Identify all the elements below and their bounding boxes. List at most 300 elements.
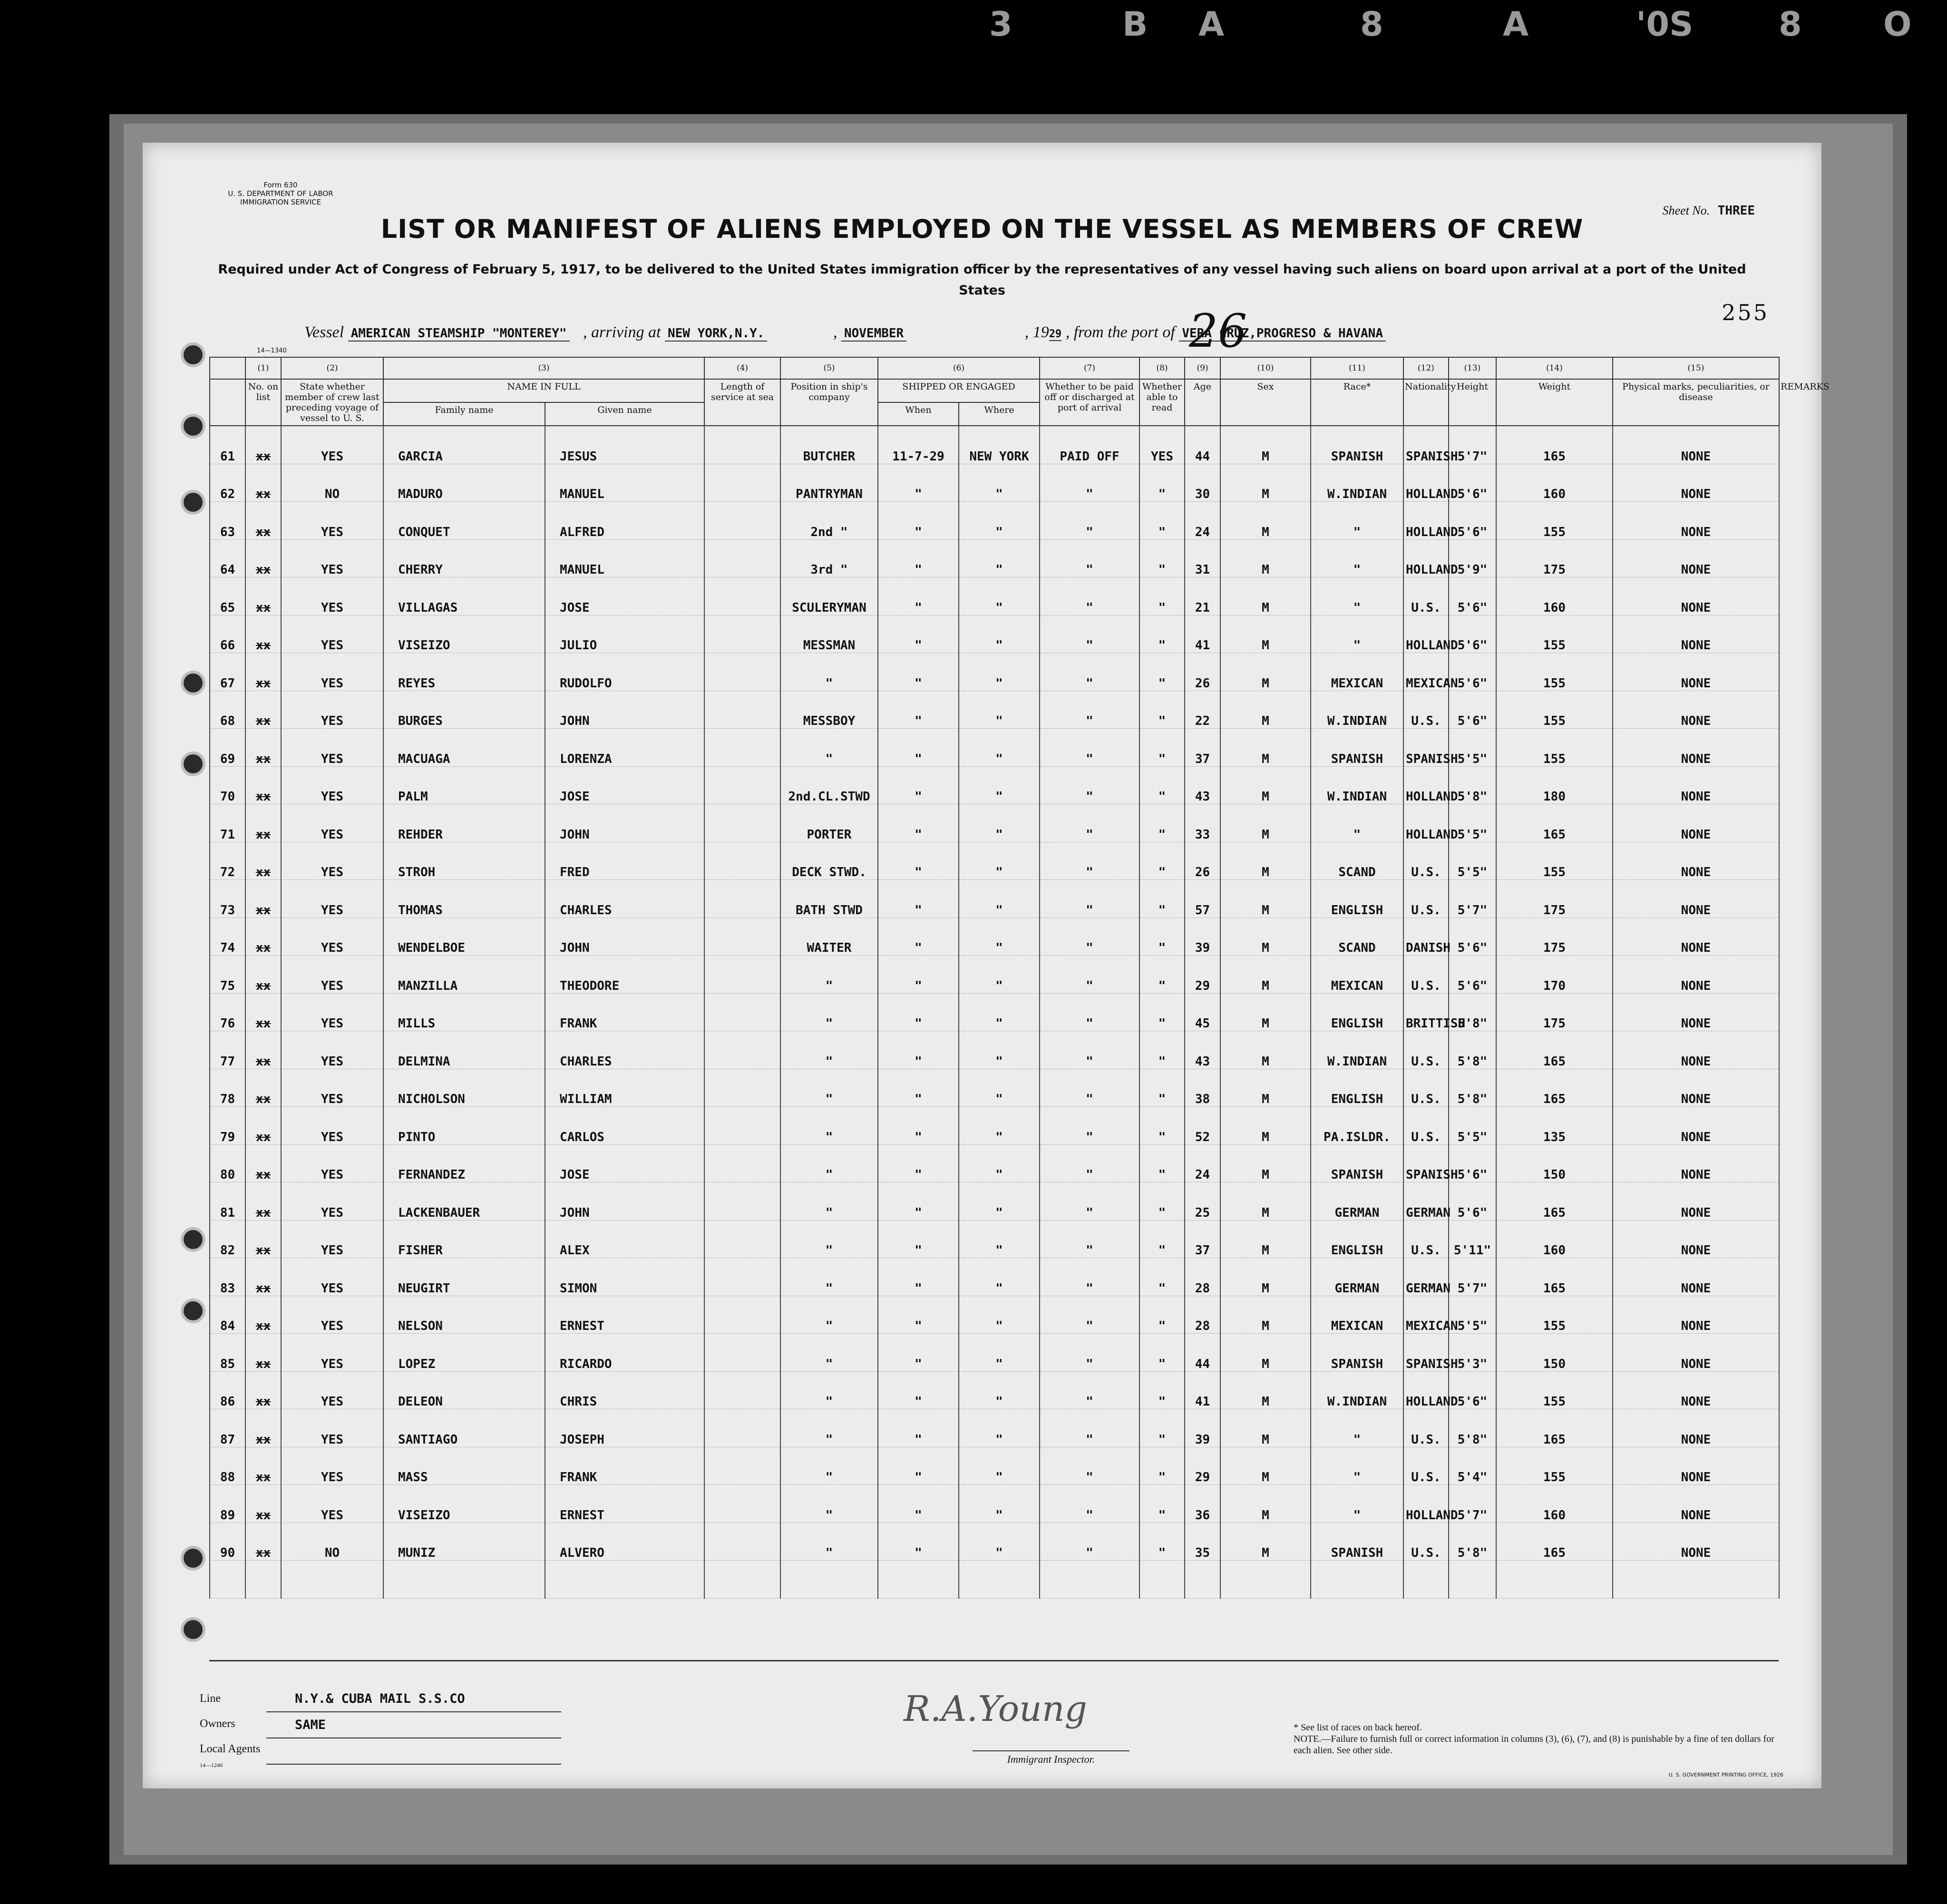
cell-family-name: MACUAGA bbox=[383, 729, 545, 767]
cell-list-number: xx bbox=[245, 1334, 281, 1372]
cell-position: BATH STWD bbox=[780, 880, 878, 918]
cell-shipped-where: " bbox=[959, 1523, 1040, 1561]
cell-able-to-read: " bbox=[1139, 615, 1185, 653]
cell-age: 26 bbox=[1185, 842, 1220, 880]
cell-paid-off: " bbox=[1040, 1107, 1139, 1145]
cell-family-name: STROH bbox=[383, 842, 545, 880]
cell-previous-voyage: YES bbox=[281, 766, 383, 804]
cell-length-of-service bbox=[704, 426, 780, 464]
cell-height: 5'4" bbox=[1449, 1447, 1496, 1485]
cell-sex: M bbox=[1220, 426, 1311, 464]
cell-sex: M bbox=[1220, 993, 1311, 1031]
cell-previous-voyage: YES bbox=[281, 1031, 383, 1069]
cell-age: 28 bbox=[1185, 1296, 1220, 1334]
races-note: * See list of races on back hereof. bbox=[1294, 1722, 1422, 1733]
cell-height: 5'11" bbox=[1449, 1220, 1496, 1258]
cell-sex: M bbox=[1220, 1144, 1311, 1182]
cell-family-name: REHDER bbox=[383, 804, 545, 842]
cell-able-to-read: " bbox=[1139, 1182, 1185, 1221]
punch-hole bbox=[181, 1617, 205, 1642]
cell-physical-marks: NONE bbox=[1613, 1296, 1779, 1334]
cell-family-name: VILLAGAS bbox=[383, 577, 545, 615]
cell-age: 22 bbox=[1185, 691, 1220, 729]
cell-shipped-when: " bbox=[878, 956, 959, 994]
cell-paid-off: " bbox=[1040, 993, 1139, 1031]
cell-row-number: 63 bbox=[210, 502, 245, 540]
agents-value bbox=[266, 1738, 561, 1765]
cell-physical-marks: NONE bbox=[1613, 1409, 1779, 1447]
cell-nationality: HOLLAND bbox=[1403, 615, 1449, 653]
cell-age: 37 bbox=[1185, 729, 1220, 767]
table-row bbox=[210, 653, 1779, 691]
cell-weight: 165 bbox=[1496, 1258, 1613, 1296]
cell-nationality: U.S. bbox=[1403, 956, 1449, 994]
cell-shipped-when: 11-7-29 bbox=[878, 426, 959, 464]
cell-able-to-read: " bbox=[1139, 1409, 1185, 1447]
cell-physical-marks: NONE bbox=[1613, 1485, 1779, 1523]
cell-nationality: HOLLAND bbox=[1403, 1371, 1449, 1409]
cell-previous-voyage: YES bbox=[281, 1069, 383, 1107]
vessel-line: Vessel AMERICAN STEAMSHIP "MONTEREY" , arriving at NEW YORK,N.Y. , NOVEMBER , 1929 , from the port of VERA CRUZ,PROGRESO & HAVANA bbox=[304, 323, 1755, 347]
cell-row-number: 90 bbox=[210, 1523, 245, 1561]
cell-height: 5'7" bbox=[1449, 1485, 1496, 1523]
cell-position: DECK STWD. bbox=[780, 842, 878, 880]
header-physical-marks: Physical marks, peculiarities, or disease bbox=[1613, 379, 1779, 426]
sheet-label: Sheet No. bbox=[1662, 204, 1710, 217]
cell-able-to-read: " bbox=[1139, 539, 1185, 577]
cell-shipped-where: " bbox=[959, 653, 1040, 691]
cell-sex: M bbox=[1220, 956, 1311, 994]
footer-values bbox=[266, 1686, 561, 1765]
cell-race: W.INDIAN bbox=[1311, 766, 1403, 804]
cell-sex: M bbox=[1220, 539, 1311, 577]
header-name-in-full: NAME IN FULL bbox=[383, 379, 704, 402]
cell-shipped-where: " bbox=[959, 615, 1040, 653]
cell-sex: M bbox=[1220, 1107, 1311, 1145]
cell-position: " bbox=[780, 1069, 878, 1107]
cell-race: " bbox=[1311, 615, 1403, 653]
cell-shipped-when: " bbox=[878, 691, 959, 729]
cell-shipped-where: NEW YORK bbox=[959, 426, 1040, 464]
cell-given-name: JOSE bbox=[545, 766, 704, 804]
inspector-signature: R.A.Young bbox=[904, 1689, 1087, 1729]
cell-sex: M bbox=[1220, 1447, 1311, 1485]
header-state-whether: State whether member of crew last preceding voyage of vessel to U. S. bbox=[281, 379, 383, 426]
cell-empty bbox=[878, 1561, 959, 1599]
cell-age: 41 bbox=[1185, 1371, 1220, 1409]
cell-weight: 160 bbox=[1496, 464, 1613, 502]
vessel-label: Vessel bbox=[304, 323, 344, 341]
cell-age: 43 bbox=[1185, 766, 1220, 804]
col-num: (13) bbox=[1449, 357, 1496, 379]
cell-length-of-service bbox=[704, 1182, 780, 1221]
cell-length-of-service bbox=[704, 539, 780, 577]
cell-age: 30 bbox=[1185, 464, 1220, 502]
cell-paid-off: " bbox=[1040, 1371, 1139, 1409]
cell-given-name: THEODORE bbox=[545, 956, 704, 994]
cell-row-number: 61 bbox=[210, 426, 245, 464]
cell-age: 36 bbox=[1185, 1485, 1220, 1523]
cell-able-to-read: " bbox=[1139, 1144, 1185, 1182]
cell-race: " bbox=[1311, 577, 1403, 615]
cell-row-number: 89 bbox=[210, 1485, 245, 1523]
cell-previous-voyage: YES bbox=[281, 1447, 383, 1485]
cell-position: " bbox=[780, 1371, 878, 1409]
cell-family-name: WENDELBOE bbox=[383, 918, 545, 956]
cell-race: " bbox=[1311, 539, 1403, 577]
cell-nationality: U.S. bbox=[1403, 842, 1449, 880]
table-row bbox=[210, 918, 1779, 956]
cell-length-of-service bbox=[704, 691, 780, 729]
cell-nationality: U.S. bbox=[1403, 691, 1449, 729]
cell-nationality: U.S. bbox=[1403, 1447, 1449, 1485]
cell-shipped-where: " bbox=[959, 1334, 1040, 1372]
cell-shipped-when: " bbox=[878, 577, 959, 615]
table-row bbox=[210, 1258, 1779, 1296]
table-row bbox=[210, 804, 1779, 842]
cell-able-to-read: " bbox=[1139, 1031, 1185, 1069]
cell-paid-off: " bbox=[1040, 577, 1139, 615]
cell-weight: 175 bbox=[1496, 918, 1613, 956]
cell-row-number: 66 bbox=[210, 615, 245, 653]
cell-shipped-where: " bbox=[959, 1409, 1040, 1447]
punch-hole bbox=[181, 414, 205, 439]
cell-row-number: 86 bbox=[210, 1371, 245, 1409]
cell-age: 29 bbox=[1185, 956, 1220, 994]
cell-row-number: 80 bbox=[210, 1144, 245, 1182]
cell-length-of-service bbox=[704, 1069, 780, 1107]
table-row bbox=[210, 691, 1779, 729]
cell-empty bbox=[245, 1561, 281, 1599]
cell-family-name: NELSON bbox=[383, 1296, 545, 1334]
cell-physical-marks: NONE bbox=[1613, 918, 1779, 956]
cell-row-number: 82 bbox=[210, 1220, 245, 1258]
cell-row-number: 69 bbox=[210, 729, 245, 767]
cell-shipped-where: " bbox=[959, 766, 1040, 804]
cell-list-number: xx bbox=[245, 653, 281, 691]
cell-able-to-read: " bbox=[1139, 577, 1185, 615]
cell-able-to-read: " bbox=[1139, 1485, 1185, 1523]
cell-family-name: LOPEZ bbox=[383, 1334, 545, 1372]
cell-nationality: SPANISH bbox=[1403, 1334, 1449, 1372]
cell-physical-marks: NONE bbox=[1613, 539, 1779, 577]
cell-physical-marks: NONE bbox=[1613, 577, 1779, 615]
cell-nationality: MEXICAN bbox=[1403, 653, 1449, 691]
cell-row-number: 83 bbox=[210, 1258, 245, 1296]
cell-paid-off: " bbox=[1040, 1069, 1139, 1107]
table-row bbox=[210, 1182, 1779, 1221]
cell-previous-voyage: YES bbox=[281, 1107, 383, 1145]
cell-position: PANTRYMAN bbox=[780, 464, 878, 502]
cell-race: MEXICAN bbox=[1311, 653, 1403, 691]
cell-race: ENGLISH bbox=[1311, 1220, 1403, 1258]
cell-length-of-service bbox=[704, 1144, 780, 1182]
cell-weight: 160 bbox=[1496, 1485, 1613, 1523]
cell-list-number: xx bbox=[245, 577, 281, 615]
table-row bbox=[210, 766, 1779, 804]
cell-sex: M bbox=[1220, 766, 1311, 804]
cell-family-name: NICHOLSON bbox=[383, 1069, 545, 1107]
cell-list-number: xx bbox=[245, 1409, 281, 1447]
cell-family-name: LACKENBAUER bbox=[383, 1182, 545, 1221]
cell-shipped-where: " bbox=[959, 464, 1040, 502]
cell-weight: 165 bbox=[1496, 1182, 1613, 1221]
cell-shipped-where: " bbox=[959, 691, 1040, 729]
cell-height: 5'6" bbox=[1449, 1144, 1496, 1182]
top-edge-marks bbox=[0, 0, 1947, 57]
cell-list-number: xx bbox=[245, 1371, 281, 1409]
cell-race: SPANISH bbox=[1311, 426, 1403, 464]
cell-age: 37 bbox=[1185, 1220, 1220, 1258]
cell-nationality: U.S. bbox=[1403, 1069, 1449, 1107]
cell-given-name: ERNEST bbox=[545, 1485, 704, 1523]
cell-able-to-read: " bbox=[1139, 842, 1185, 880]
cell-physical-marks: NONE bbox=[1613, 1334, 1779, 1372]
cell-age: 43 bbox=[1185, 1031, 1220, 1069]
cell-nationality: SPANISH bbox=[1403, 426, 1449, 464]
cell-race: " bbox=[1311, 1485, 1403, 1523]
cell-height: 5'5" bbox=[1449, 729, 1496, 767]
cell-length-of-service bbox=[704, 1296, 780, 1334]
cell-sex: M bbox=[1220, 729, 1311, 767]
cell-race: W.INDIAN bbox=[1311, 464, 1403, 502]
printing-office: U. S. GOVERNMENT PRINTING OFFICE, 1926 bbox=[1668, 1772, 1783, 1778]
col-num: (2) bbox=[281, 357, 383, 379]
cell-shipped-where: " bbox=[959, 1371, 1040, 1409]
cell-length-of-service bbox=[704, 577, 780, 615]
cell-list-number: xx bbox=[245, 1220, 281, 1258]
cell-given-name: JULIO bbox=[545, 615, 704, 653]
cell-height: 5'8" bbox=[1449, 993, 1496, 1031]
cell-row-number: 78 bbox=[210, 1069, 245, 1107]
cell-given-name: JESUS bbox=[545, 426, 704, 464]
cell-paid-off: " bbox=[1040, 842, 1139, 880]
cell-length-of-service bbox=[704, 880, 780, 918]
cell-able-to-read: " bbox=[1139, 653, 1185, 691]
cell-age: 24 bbox=[1185, 502, 1220, 540]
cell-list-number: xx bbox=[245, 880, 281, 918]
cell-family-name: MADURO bbox=[383, 464, 545, 502]
cell-row-number: 68 bbox=[210, 691, 245, 729]
cell-sex: M bbox=[1220, 1220, 1311, 1258]
page-title: LIST OR MANIFEST OF ALIENS EMPLOYED ON THE VESSEL AS MEMBERS OF CREW bbox=[380, 214, 1584, 244]
cell-able-to-read: " bbox=[1139, 1447, 1185, 1485]
cell-physical-marks: NONE bbox=[1613, 1107, 1779, 1145]
cell-family-name: REYES bbox=[383, 653, 545, 691]
cell-shipped-when: " bbox=[878, 502, 959, 540]
cell-age: 44 bbox=[1185, 1334, 1220, 1372]
cell-length-of-service bbox=[704, 615, 780, 653]
table-row bbox=[210, 1296, 1779, 1334]
cell-nationality: U.S. bbox=[1403, 577, 1449, 615]
cell-given-name: SIMON bbox=[545, 1258, 704, 1296]
footer-note bbox=[1294, 1722, 1793, 1756]
cell-shipped-where: " bbox=[959, 1069, 1040, 1107]
table-row bbox=[210, 1144, 1779, 1182]
cell-empty bbox=[1449, 1561, 1496, 1599]
cell-paid-off: " bbox=[1040, 918, 1139, 956]
cell-age: 44 bbox=[1185, 426, 1220, 464]
cell-nationality: HOLLAND bbox=[1403, 502, 1449, 540]
penalty-note: NOTE.—Failure to furnish full or correct information in columns (3), (6), (7), and (8) is punishable by a fine of ten dollars for each alien. See other side. bbox=[1294, 1734, 1774, 1756]
col-num: (3) bbox=[383, 357, 704, 379]
cell-paid-off: " bbox=[1040, 1182, 1139, 1221]
cell-physical-marks: NONE bbox=[1613, 956, 1779, 994]
cell-nationality: GERMAN bbox=[1403, 1258, 1449, 1296]
cell-physical-marks: NONE bbox=[1613, 1523, 1779, 1561]
cell-weight: 155 bbox=[1496, 502, 1613, 540]
table-row bbox=[210, 1220, 1779, 1258]
table-row bbox=[210, 1031, 1779, 1069]
cell-family-name: MANZILLA bbox=[383, 956, 545, 994]
cell-nationality: U.S. bbox=[1403, 1031, 1449, 1069]
cell-row-number: 71 bbox=[210, 804, 245, 842]
cell-shipped-where: " bbox=[959, 956, 1040, 994]
cell-weight: 160 bbox=[1496, 1220, 1613, 1258]
cell-length-of-service bbox=[704, 766, 780, 804]
punch-hole bbox=[181, 1546, 205, 1571]
column-number-row bbox=[210, 357, 1779, 379]
table-row bbox=[210, 464, 1779, 502]
cell-weight: 150 bbox=[1496, 1334, 1613, 1372]
cell-physical-marks: NONE bbox=[1613, 993, 1779, 1031]
cell-position: " bbox=[780, 1409, 878, 1447]
cell-family-name: DELMINA bbox=[383, 1031, 545, 1069]
cell-race: GERMAN bbox=[1311, 1182, 1403, 1221]
from-label: , from the port of bbox=[1065, 323, 1175, 341]
cell-given-name: JOHN bbox=[545, 804, 704, 842]
punch-hole bbox=[181, 490, 205, 515]
col-num: (11) bbox=[1311, 357, 1403, 379]
cell-position: 2nd " bbox=[780, 502, 878, 540]
header-position: Position in ship's company bbox=[780, 379, 878, 426]
cell-weight: 165 bbox=[1496, 426, 1613, 464]
cell-row-number: 72 bbox=[210, 842, 245, 880]
table-row bbox=[210, 993, 1779, 1031]
cell-nationality: U.S. bbox=[1403, 1220, 1449, 1258]
crew-table bbox=[209, 357, 1830, 1599]
cell-given-name: RUDOLFO bbox=[545, 653, 704, 691]
header-height: Height bbox=[1449, 379, 1496, 426]
cell-list-number: xx bbox=[245, 1182, 281, 1221]
cell-length-of-service bbox=[704, 729, 780, 767]
cell-physical-marks: NONE bbox=[1613, 729, 1779, 767]
cell-shipped-when: " bbox=[878, 918, 959, 956]
cell-given-name: ALFRED bbox=[545, 502, 704, 540]
cell-length-of-service bbox=[704, 1107, 780, 1145]
cell-length-of-service bbox=[704, 804, 780, 842]
cell-given-name: JOHN bbox=[545, 918, 704, 956]
header-when: When bbox=[878, 402, 959, 426]
cell-nationality: U.S. bbox=[1403, 1523, 1449, 1561]
cell-height: 5'8" bbox=[1449, 1069, 1496, 1107]
cell-given-name: ERNEST bbox=[545, 1296, 704, 1334]
cell-sex: M bbox=[1220, 1409, 1311, 1447]
cell-empty bbox=[210, 1561, 245, 1599]
cell-height: 5'6" bbox=[1449, 615, 1496, 653]
cell-sex: M bbox=[1220, 653, 1311, 691]
table-row bbox=[210, 502, 1779, 540]
cell-weight: 175 bbox=[1496, 880, 1613, 918]
cell-previous-voyage: YES bbox=[281, 880, 383, 918]
cell-weight: 155 bbox=[1496, 1447, 1613, 1485]
cell-sex: M bbox=[1220, 1069, 1311, 1107]
cell-shipped-where: " bbox=[959, 502, 1040, 540]
cell-row-number: 65 bbox=[210, 577, 245, 615]
cell-list-number: xx bbox=[245, 1523, 281, 1561]
cell-paid-off: " bbox=[1040, 464, 1139, 502]
cell-family-name: DELEON bbox=[383, 1371, 545, 1409]
cell-sex: M bbox=[1220, 842, 1311, 880]
table-row bbox=[210, 426, 1779, 464]
cell-row-number: 84 bbox=[210, 1296, 245, 1334]
cell-height: 5'6" bbox=[1449, 1182, 1496, 1221]
cell-previous-voyage: YES bbox=[281, 539, 383, 577]
cell-nationality: MEXICAN bbox=[1403, 1296, 1449, 1334]
cell-shipped-when: " bbox=[878, 1069, 959, 1107]
cell-able-to-read: " bbox=[1139, 464, 1185, 502]
cell-nationality: GERMAN bbox=[1403, 1182, 1449, 1221]
cell-sex: M bbox=[1220, 1031, 1311, 1069]
cell-physical-marks: NONE bbox=[1613, 766, 1779, 804]
cell-able-to-read: YES bbox=[1139, 426, 1185, 464]
cell-nationality: DANISH bbox=[1403, 918, 1449, 956]
cell-weight: 160 bbox=[1496, 577, 1613, 615]
table-row bbox=[210, 880, 1779, 918]
table-row bbox=[210, 539, 1779, 577]
cell-previous-voyage: YES bbox=[281, 691, 383, 729]
cell-race: " bbox=[1311, 1409, 1403, 1447]
cell-list-number: xx bbox=[245, 1447, 281, 1485]
cell-shipped-where: " bbox=[959, 1031, 1040, 1069]
cell-paid-off: " bbox=[1040, 1258, 1139, 1296]
cell-race: W.INDIAN bbox=[1311, 691, 1403, 729]
cell-age: 31 bbox=[1185, 539, 1220, 577]
header-shipped-engaged: SHIPPED OR ENGAGED bbox=[878, 379, 1040, 402]
cell-previous-voyage: YES bbox=[281, 1220, 383, 1258]
cell-row-number: 67 bbox=[210, 653, 245, 691]
vessel-name: AMERICAN STEAMSHIP "MONTEREY" bbox=[348, 326, 570, 342]
cell-previous-voyage: YES bbox=[281, 956, 383, 994]
cell-age: 25 bbox=[1185, 1182, 1220, 1221]
cell-shipped-when: " bbox=[878, 842, 959, 880]
cell-paid-off: " bbox=[1040, 1144, 1139, 1182]
cell-age: 24 bbox=[1185, 1144, 1220, 1182]
cell-sex: M bbox=[1220, 1334, 1311, 1372]
table-row bbox=[210, 577, 1779, 615]
cell-length-of-service bbox=[704, 918, 780, 956]
cell-empty bbox=[1311, 1561, 1403, 1599]
edge-mark: 8 bbox=[1779, 5, 1802, 44]
cell-list-number: xx bbox=[245, 1258, 281, 1296]
cell-paid-off: " bbox=[1040, 539, 1139, 577]
col-num: (5) bbox=[780, 357, 878, 379]
cell-row-number: 64 bbox=[210, 539, 245, 577]
form-number: Form 630 bbox=[263, 181, 298, 189]
cell-position: WAITER bbox=[780, 918, 878, 956]
cell-height: 5'6" bbox=[1449, 577, 1496, 615]
cell-previous-voyage: YES bbox=[281, 1409, 383, 1447]
cell-race: W.INDIAN bbox=[1311, 1371, 1403, 1409]
cell-weight: 135 bbox=[1496, 1107, 1613, 1145]
cell-shipped-where: " bbox=[959, 880, 1040, 918]
cell-given-name: CARLOS bbox=[545, 1107, 704, 1145]
cell-row-number: 74 bbox=[210, 918, 245, 956]
cell-height: 5'9" bbox=[1449, 539, 1496, 577]
agents-label: Local Agents bbox=[200, 1743, 261, 1755]
cell-able-to-read: " bbox=[1139, 880, 1185, 918]
cell-sex: M bbox=[1220, 1371, 1311, 1409]
